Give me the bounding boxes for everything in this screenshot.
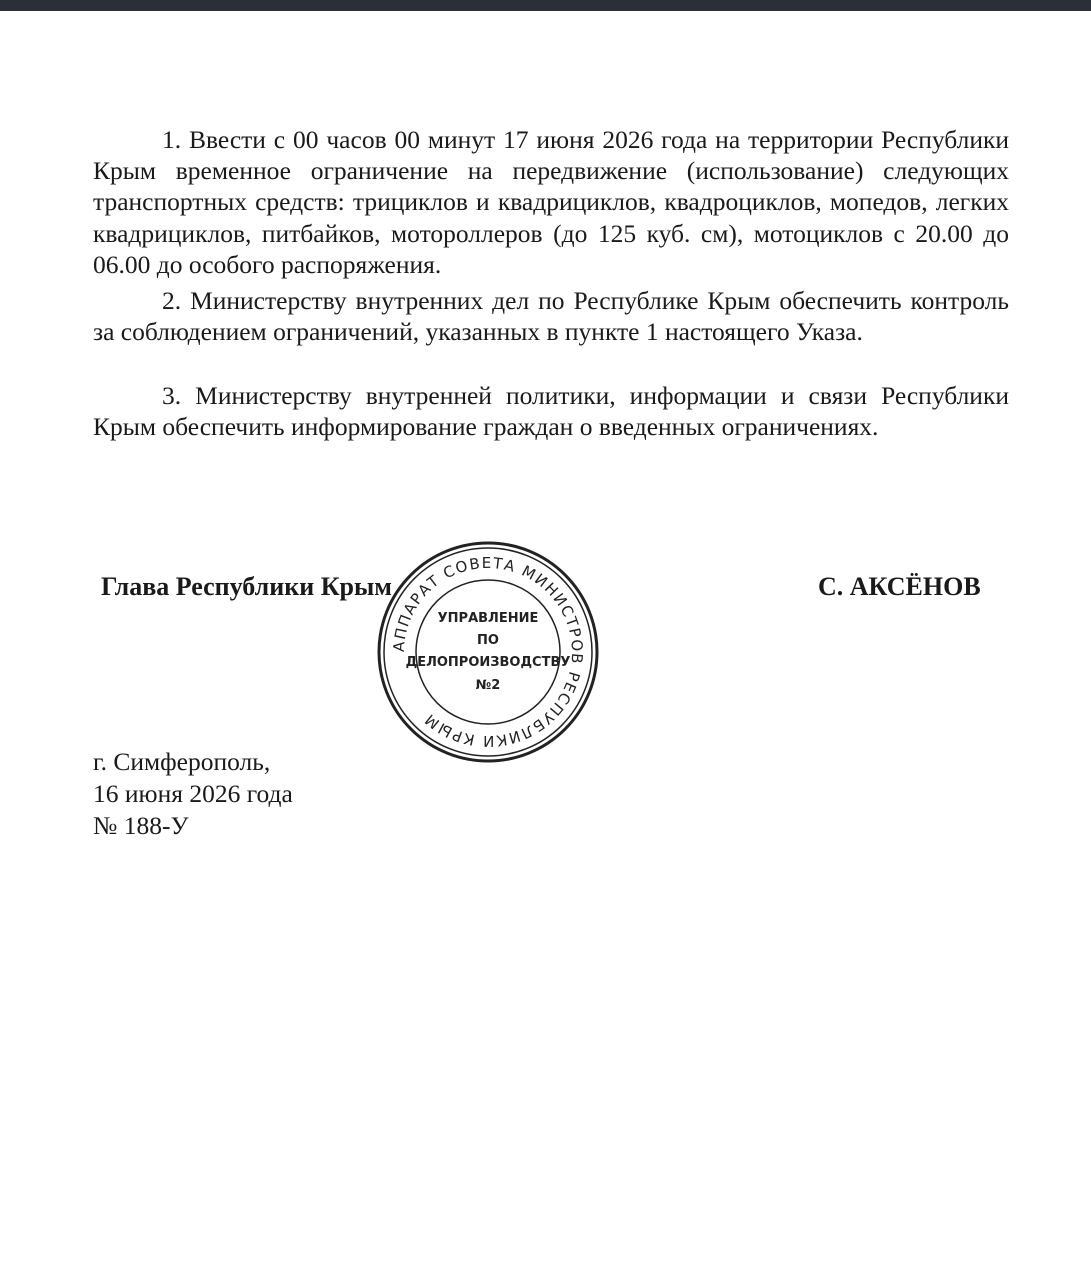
place-of-signing: г. Симферополь, — [93, 747, 271, 776]
signatory-position: Глава Республики Крым — [101, 572, 393, 601]
stamp-line-4: №2 — [475, 678, 501, 693]
stamp-outer-ring-inner — [384, 548, 592, 756]
official-stamp — [374, 538, 602, 766]
stamp-line-1: УПРАВЛЕНИЕ — [437, 611, 539, 626]
decree-item-1: 1. Ввести с 00 часов 00 минут 17 июня 2026 года на территории Республики Крым временное ограничение на передвижение (использование) следующих транспортных средств: трициклов и квадрициклов, квадроциклов, мопедов, легких квадрициклов, питбайков, мотороллеров (до 125 куб. см), мотоциклов с 20.00 до 06.00 до особого распоряжения. — [93, 125, 1009, 279]
decree-number: № 188-У — [93, 811, 189, 840]
decree-item-3: 3. Министерству внутренней политики, информации и связи Республики Крым обеспечить информирование граждан о введенных ограничениях. — [93, 381, 1009, 442]
top-bar — [0, 0, 1091, 11]
signing-date: 16 июня 2026 года — [93, 779, 293, 808]
stamp-outer-text: АППАРАТ СОВЕТА МИНИСТРОВ РЕСПУБЛИКИ КРЫМ — [389, 553, 587, 751]
signatory-name: С. АКСЁНОВ — [818, 572, 981, 601]
stamp-line-3: ДЕЛОПРОИЗВОДСТВУ — [405, 655, 571, 670]
stamp-inner-ring — [416, 580, 560, 724]
decree-item-2: 2. Министерству внутренних дел по Республике Крым обеспечить контроль за соблюдением ограничений, указанных в пункте 1 настоящего Указа. — [93, 286, 1009, 347]
stamp-line-2: ПО — [477, 633, 499, 648]
stamp-outer-ring — [379, 543, 597, 761]
